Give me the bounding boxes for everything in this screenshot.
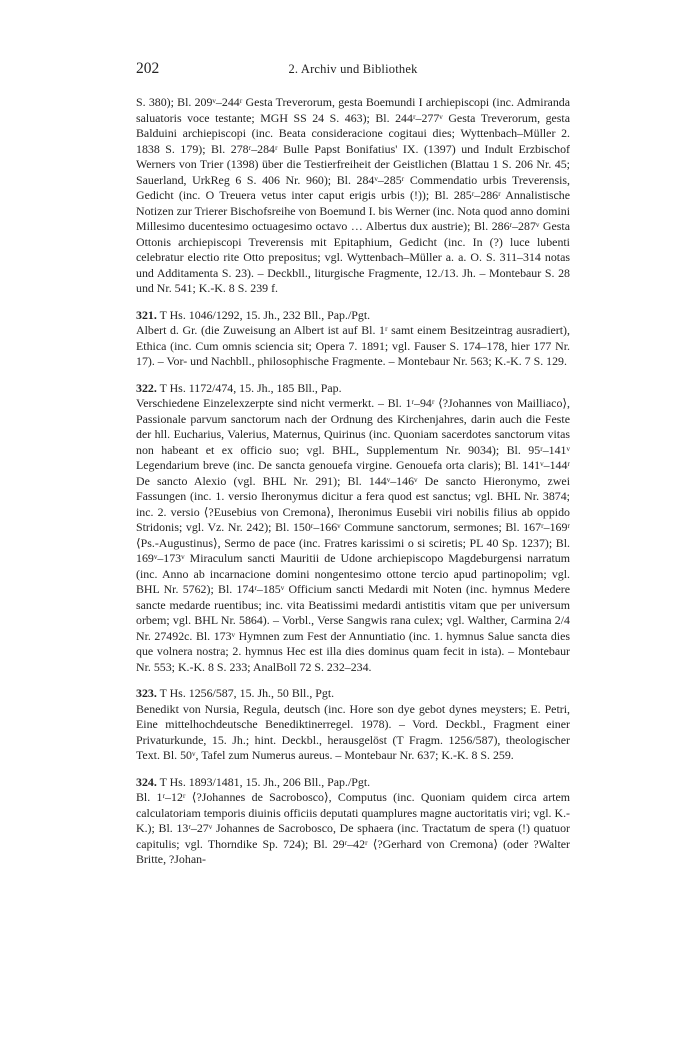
entry-number: 322. [136, 380, 157, 395]
catalog-body [136, 95, 570, 868]
entry-shelfmark: T Hs. 1893/1481, 15. Jh., 206 Bll., Pap./Pgt. [159, 774, 371, 789]
entry-shelfmark: T Hs. 1046/1292, 15. Jh., 232 Bll., Pap./Pgt. [159, 307, 371, 322]
page-header [136, 60, 570, 82]
catalog-entry-324 [136, 775, 570, 868]
continuation-paragraph: S. 380); Bl. 209ᵛ–244ʳ Gesta Treverorum, gesta Boemundi I archiepiscopi (inc. Admiranda saluatoris voce testante; MGH SS 24 S. 463); Bl. 244ʳ–277ᵛ Gesta Treverorum, gesta Balduini archiepiscopi (inc. Beata consideracione cogitaui dies; Wyttenbach–Müller 2. 1838 S. 179); Bl. 278ʳ–284ʳ Bulle Papst Bonifatius' IX. (1397) und Indult Erzbischof Werners von Trier (1398) über die Testierfreiheit der Geistlichen (Blattau 1 S. 206 Nr. 45; Sauerland, UrkReg 6 S. 406 Nr. 960); Bl. 284ᵛ–285ʳ Commendatio urbis Treverensis, Gedicht (inc. O Treuera vetus inter caput erigis urbis (!)); Bl. 285ʳ–286ʳ Annalistische Notizen zur Trierer Bischofsreihe von Boemund I. bis Werner (inc. Nota quod anno domini Millesimo ducentesimo octuagesimo octavo … Albertus dux austrie); Bl. 286ʳ–287ᵛ Gesta Ottonis archiepiscopi Treverensis mit Epitaphium, Gedicht (inc. In (?) luce lubenti celebratur electio rite Otto prepositus; vgl. Wyttenbach–Müller a. a. O. S. 311–314 notas und Additamenta S. 23). – Deckbll., liturgische Fragmente, 12./13. Jh. – Montebaur S. 28 und Nr. 541; K.-K. 8 S. 239 f. [136, 95, 570, 295]
entry-shelfmark: T Hs. 1256/587, 15. Jh., 50 Bll., Pgt. [159, 686, 335, 700]
entry-heading [136, 775, 570, 791]
catalog-entry-323 [136, 686, 570, 764]
page-number: 202 [136, 60, 160, 77]
entry-description: Verschiedene Einzelexzerpte sind nicht vermerkt. – Bl. 1ʳ–94ʳ ⟨?Johannes von Mailliaco⟩, Passionale parvum sanctorum nach der Ordnung des Kirchenjahres, darin auch die Feste der hll. Eucharius, Valerius, Maternus, Quirinus (inc. Quoniam sacerdotes sanctorum vitas non habeant et ex officio suo; vgl. BHL, Supplementum Nr. 9034); Bl. 95ʳ–141ᵛ Legendarium breve (inc. De sancta genouefa virgine. Genouefa orta claris); Bl. 141ᵛ–144ʳ De sancto Alexio (vgl. BHL Nr. 291); Bl. 144ᵛ–146ᵛ De sancto Hieronymo, zwei Fassungen (inc. 1. versio Iheronymus dicitur a fera quod est sanctus; vgl. BHL Nr. 3874; inc. 2. versio ⟨?Eusebius von Cremona⟩, Iheronimus Eusebii viri nobilis filius ab oppido Stridonis; vgl. Vz. Nr. 242); Bl. 150ʳ–166ᵛ Commune sanctorum, sermones; Bl. 167ʳ–169ʳ ⟨Ps.-Augustinus⟩, Sermo de pace (inc. Fratres karissimi o si sciretis; PL 40 Sp. 1237); Bl. 169ᵛ–173ᵛ Miraculum sancti Mauritii de Udone archiepiscopo Magdeburgensi narratum (inc. Anno ab incarnacione domini nongentesimo ottone tercio apud partinopolim; vgl. BHL Nr. 5762); Bl. 174ʳ–185ᵛ Officium sancti Medardi mit Noten (inc. hymnus Medere sancte medarde ruentibus; inc. vita Beatissimi medardi antistitis vitam que per universum orbem; vgl. BHL Nr. 5864). – Vorbl., Verse Sangwis rana culex; vgl. Walther, Carmina 2/4 Nr. 27492c. Bl. 173ᵛ Hymnen zum Fest der Annuntiatio (inc. 1. hymnus Salue sancta dies que volnera nostra; 2. hymnus Hec est illa dies dominus quam fecit in ista). – Montebaur Nr. 553; K.-K. 8 S. 233; AnalBoll 72 S. 232–234. [136, 396, 570, 674]
catalog-entry-321 [136, 308, 570, 370]
entry-number: 321. [136, 307, 157, 322]
entry-heading [136, 308, 570, 324]
entry-heading [136, 686, 570, 702]
running-title: 2. Archiv und Bibliothek [288, 62, 418, 76]
entry-number: 323. [136, 686, 157, 700]
entry-shelfmark: T Hs. 1172/474, 15. Jh., 185 Bll., Pap. [159, 380, 342, 395]
entry-description: Benedikt von Nursia, Regula, deutsch (inc. Hore son dye gebot dynes meysters; E. Petri, Eine mittelhochdeutsche Benediktinerregel. 1978). – Vord. Deckbl., Fragment einer Privaturkunde, 15. Jh.; hint. Deckbl., herausgelöst (T Fragm. 1256/587), theologischer Text. Bl. 50ᵛ, Tafel zum Numerus aureus. – Montebaur Nr. 637; K.-K. 8 S. 259. [136, 701, 570, 762]
entry-description: Albert d. Gr. (die Zuweisung an Albert ist auf Bl. 1ʳ samt einem Besitzeintrag ausradiert), Ethica (inc. Cum omnis sciencia sit; Opera 7. 1891; vgl. Fauser S. 174–178, hier 177 Nr. 17). – Vor- und Nachbll., philosophische Fragmente. – Montebaur Nr. 563; K.-K. 7 S. 129. [136, 323, 570, 368]
entry-heading [136, 381, 570, 397]
entry-number: 324. [136, 774, 157, 789]
entry-description: Bl. 1ʳ–12ʳ ⟨?Johannes de Sacrobosco⟩, Computus (inc. Quoniam quidem circa artem calculatoriam temporis diuinis officiis deputati quamplures magne auctoritatis viri; vgl. K.-K.); Bl. 13ʳ–27ᵛ Johannes de Sacrobosco, De sphaera (inc. Tractatum de spera (!) quatuor capitulis; vgl. Thorndike Sp. 724); Bl. 29ʳ–42ʳ ⟨?Gerhard von Cremona⟩ (oder ?Walter Britte, ?Johan- [136, 790, 570, 866]
catalog-entry-322 [136, 381, 570, 676]
